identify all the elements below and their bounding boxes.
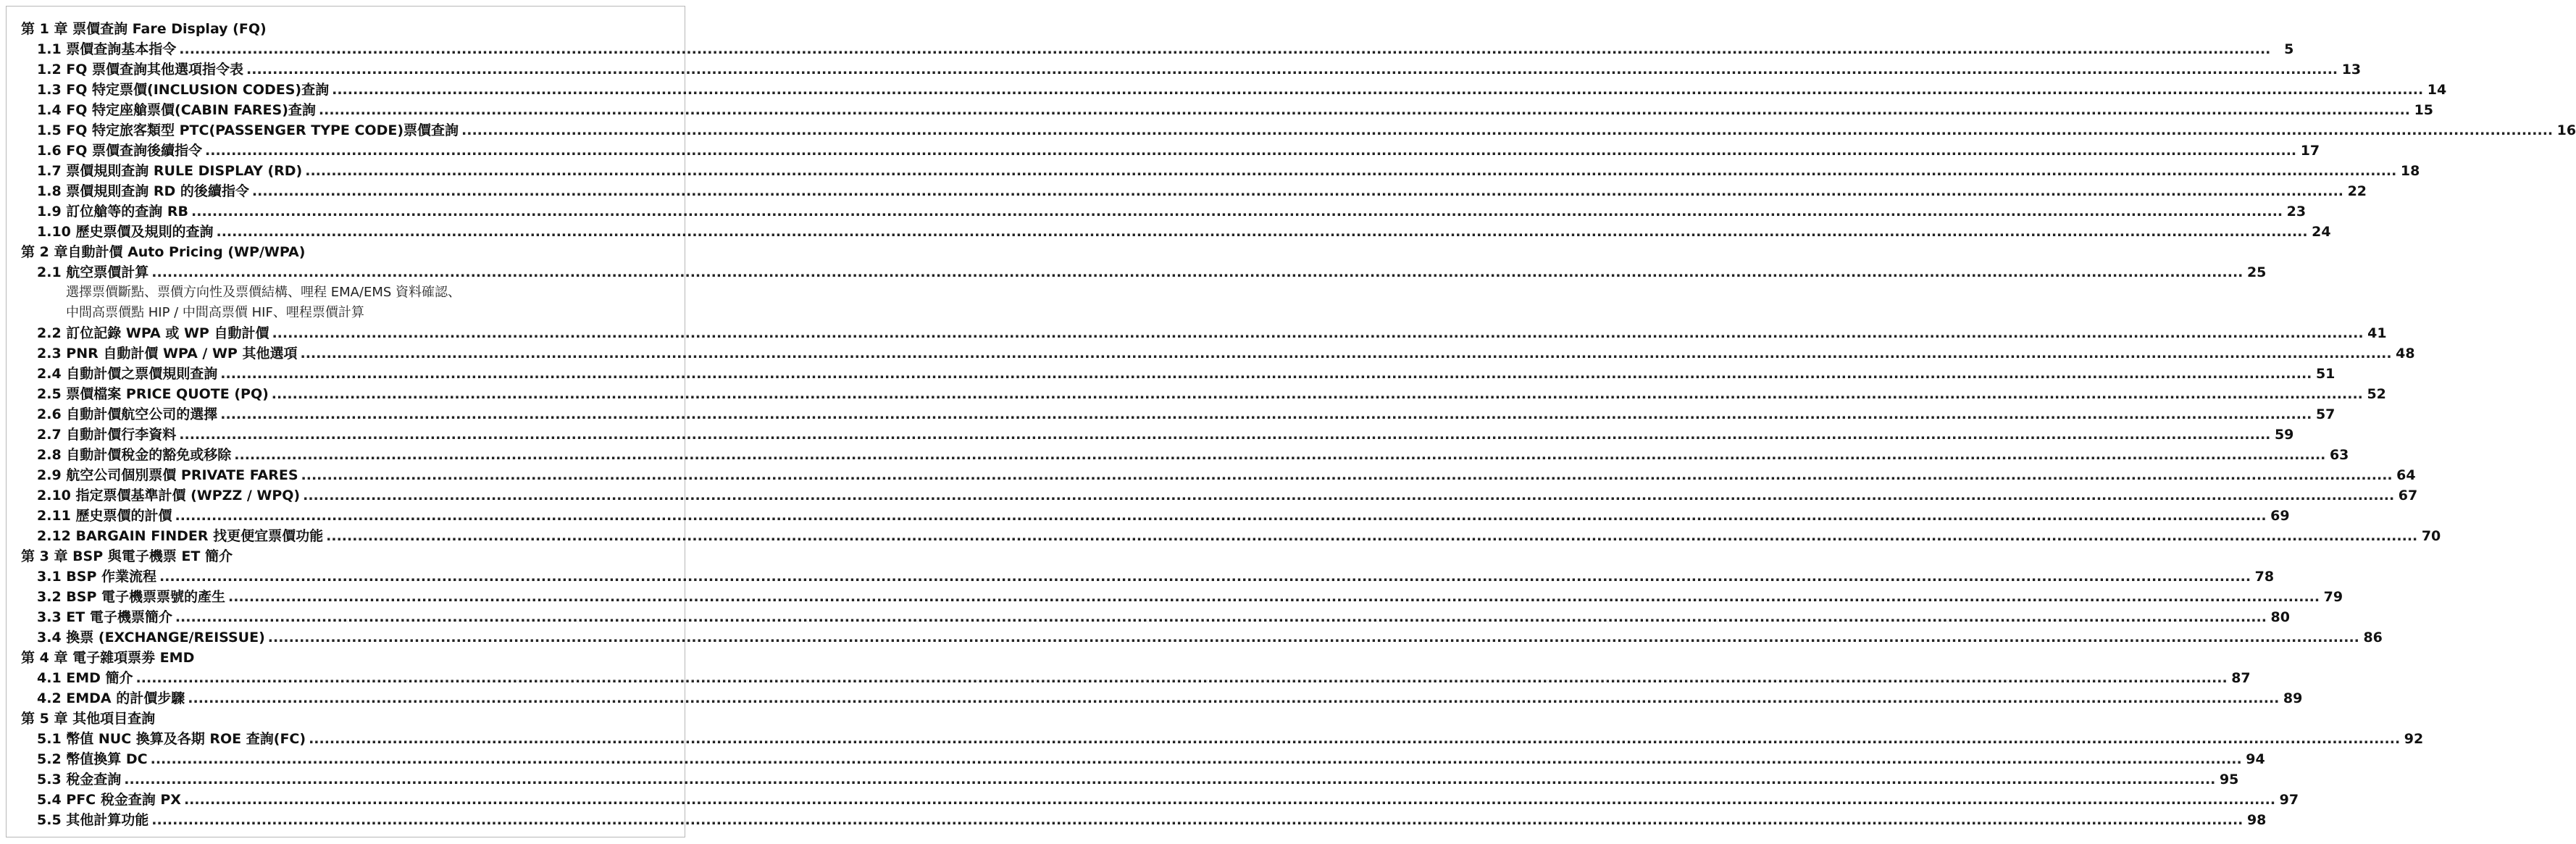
toc-entry[interactable]: [37, 384, 2386, 404]
toc-entry[interactable]: [37, 323, 2387, 343]
toc-entry[interactable]: [37, 810, 2267, 830]
page-number: 63: [2329, 447, 2349, 463]
toc-entry[interactable]: [37, 80, 2447, 100]
dot-leader: ................................................................................................................................................................................................................................................................................................................................................................................................................: [179, 41, 2271, 57]
page-number: 67: [2398, 488, 2418, 504]
entry-title: 4.2 EMDA 的計價步驟: [37, 690, 185, 706]
entry-title: 1.5 FQ 特定旅客類型 PTC(PASSENGER TYPE CODE)票價查詢: [37, 122, 459, 138]
toc-entry[interactable]: [37, 364, 2335, 384]
chapter-heading: 第 5 章 其他項目查詢: [21, 711, 156, 727]
dot-leader: ................................................................................................................................................................................................................................................................................................................................................................................................................: [188, 690, 2280, 706]
page-number: 79: [2323, 589, 2343, 605]
dot-leader: ................................................................................................................................................................................................................................................................................................................................................................................................................: [175, 508, 2267, 524]
entry-title: 5.3 稅金查詢: [37, 772, 122, 787]
dot-leader: ................................................................................................................................................................................................................................................................................................................................................................................................................: [151, 812, 2243, 828]
page-number: 14: [2427, 82, 2447, 98]
entry-title: 2.10 指定票價基準計價 (WPZZ / WPQ): [37, 488, 301, 504]
toc-entry[interactable]: [37, 587, 2343, 607]
page-number: 97: [2279, 792, 2299, 808]
chapter-heading: 第 3 章 BSP 與電子機票 ET 簡介: [21, 548, 233, 564]
chapter-heading: 第 4 章 電子雜項票劵 EMD: [21, 650, 195, 666]
page-number: 94: [2246, 751, 2265, 767]
dot-leader: ................................................................................................................................................................................................................................................................................................................................................................................................................: [300, 346, 2392, 362]
toc-entry[interactable]: [37, 181, 2367, 201]
page-number: 57: [2315, 406, 2335, 422]
page-number: 87: [2231, 670, 2251, 686]
page-number: 15: [2414, 102, 2434, 118]
dot-leader: ................................................................................................................................................................................................................................................................................................................................................................................................................: [220, 406, 2312, 422]
toc-entry[interactable]: [37, 39, 2294, 59]
entry-title: 1.2 FQ 票價查詢其他選項指令表: [37, 62, 244, 78]
entry-title: 2.1 航空票價計算: [37, 264, 149, 280]
toc-entry[interactable]: [37, 201, 2307, 222]
toc-entry[interactable]: [37, 567, 2275, 587]
dot-leader: ................................................................................................................................................................................................................................................................................................................................................................................................................: [183, 792, 2276, 808]
page-number: 23: [2286, 204, 2307, 220]
toc-entry[interactable]: [37, 627, 2383, 648]
entry-title: 2.9 航空公司個別票價 PRIVATE FARES: [37, 467, 298, 483]
entry-title: 4.1 EMD 簡介: [37, 670, 133, 686]
entry-title: 5.2 幣值換算 DC: [37, 751, 148, 767]
entry-title: 1.9 訂位艙等的查詢 RB: [37, 204, 189, 220]
dot-leader: ................................................................................................................................................................................................................................................................................................................................................................................................................: [326, 528, 2418, 544]
dot-leader: ................................................................................................................................................................................................................................................................................................................................................................................................................: [205, 143, 2297, 159]
dot-leader: ................................................................................................................................................................................................................................................................................................................................................................................................................: [150, 751, 2242, 767]
entry-title: 2.6 自動計價航空公司的選擇: [37, 406, 218, 422]
toc-entry[interactable]: [37, 141, 2320, 161]
entry-title: 5.4 PFC 稅金查詢 PX: [37, 792, 181, 808]
entry-title: 1.6 FQ 票價查詢後續指令: [37, 143, 203, 159]
page-number: 24: [2312, 224, 2331, 240]
entry-title: 3.2 BSP 電子機票票號的產生: [37, 589, 225, 605]
page-number: 92: [2404, 731, 2424, 747]
page-number: 48: [2396, 346, 2415, 362]
dot-leader: ................................................................................................................................................................................................................................................................................................................................................................................................................: [179, 427, 2271, 443]
dot-leader: ................................................................................................................................................................................................................................................................................................................................................................................................................: [246, 62, 2338, 78]
page-number: 5: [2284, 41, 2294, 57]
entry-title: 2.11 歷史票價的計價: [37, 508, 172, 524]
toc-entry[interactable]: [37, 100, 2434, 120]
page-number: 80: [2270, 609, 2290, 625]
page-number: 69: [2270, 508, 2290, 524]
chapter-heading: 第 2 章自動計價 Auto Pricing (WP/WPA): [21, 244, 306, 260]
dot-leader: ................................................................................................................................................................................................................................................................................................................................................................................................................: [305, 163, 2397, 179]
entry-title: 3.1 BSP 作業流程: [37, 569, 156, 585]
entry-title: 3.4 換票 (EXCHANGE/REISSUE): [37, 630, 265, 645]
dot-leader: ................................................................................................................................................................................................................................................................................................................................................................................................................: [151, 264, 2243, 280]
page-number: 52: [2367, 386, 2386, 402]
toc-entry[interactable]: [37, 485, 2418, 506]
chapter-heading: 第 1 章 票價查詢 Fare Display (FQ): [21, 21, 267, 37]
page-number: 17: [2300, 143, 2320, 159]
toc-entry[interactable]: [37, 526, 2441, 546]
dot-leader: ................................................................................................................................................................................................................................................................................................................................................................................................................: [301, 467, 2393, 483]
page-number: 51: [2315, 366, 2335, 382]
entry-title: 1.3 FQ 特定票價(INCLUSION CODES)查詢: [37, 82, 330, 98]
dot-leader: ................................................................................................................................................................................................................................................................................................................................................................................................................: [309, 731, 2401, 747]
toc-entry[interactable]: [37, 59, 2362, 80]
toc-entry[interactable]: [37, 506, 2290, 526]
dot-leader: ................................................................................................................................................................................................................................................................................................................................................................................................................: [159, 569, 2251, 585]
section-note: 中間高票價點 HIP / 中間高票價 HIF、哩程票價計算: [66, 305, 364, 320]
page-number: 89: [2283, 690, 2303, 706]
toc-entry[interactable]: [37, 222, 2331, 242]
toc-entry[interactable]: [37, 343, 2415, 364]
page-number: 98: [2246, 812, 2267, 828]
entry-title: 1.7 票價規則查詢 RULE DISPLAY (RD): [37, 163, 303, 179]
entry-title: 2.4 自動計價之票價規則查詢: [37, 366, 218, 382]
dot-leader: ................................................................................................................................................................................................................................................................................................................................................................................................................: [124, 772, 2216, 787]
page-number: 95: [2219, 772, 2239, 787]
dot-leader: ................................................................................................................................................................................................................................................................................................................................................................................................................: [135, 670, 2228, 686]
entry-title: 3.3 ET 電子機票簡介: [37, 609, 172, 625]
toc-entry[interactable]: [37, 120, 2576, 141]
dot-leader: ................................................................................................................................................................................................................................................................................................................................................................................................................: [234, 447, 2326, 463]
page-number: 59: [2274, 427, 2294, 443]
page-number: 64: [2396, 467, 2416, 483]
entry-title: 2.7 自動計價行李資料: [37, 427, 177, 443]
dot-leader: ................................................................................................................................................................................................................................................................................................................................................................................................................: [216, 224, 2308, 240]
dot-leader: ................................................................................................................................................................................................................................................................................................................................................................................................................: [267, 630, 2359, 645]
toc-entry[interactable]: [37, 729, 2424, 749]
entry-title: 1.8 票價規則查詢 RD 的後續指令: [37, 183, 249, 199]
entry-title: 5.5 其他計算功能: [37, 812, 149, 828]
toc-entry[interactable]: [37, 668, 2251, 688]
dot-leader: ................................................................................................................................................................................................................................................................................................................................................................................................................: [332, 82, 2424, 98]
dot-leader: ................................................................................................................................................................................................................................................................................................................................................................................................................: [272, 325, 2364, 341]
entry-title: 2.5 票價檔案 PRICE QUOTE (PQ): [37, 386, 269, 402]
dot-leader: ................................................................................................................................................................................................................................................................................................................................................................................................................: [251, 183, 2344, 199]
toc-entry[interactable]: [37, 445, 2349, 465]
page-number: 25: [2246, 264, 2267, 280]
toc-entry[interactable]: [37, 404, 2335, 425]
page-number: 86: [2363, 630, 2383, 645]
page-number: 22: [2347, 183, 2367, 199]
entry-title: 2.2 訂位記錄 WPA 或 WP 自動計價: [37, 325, 269, 341]
page-number: 16: [2556, 122, 2576, 138]
toc-entry[interactable]: [37, 425, 2294, 445]
section-note: 選擇票價斷點、票價方向性及票價結構、哩程 EMA/EMS 資料確認、: [66, 285, 461, 300]
dot-leader: ................................................................................................................................................................................................................................................................................................................................................................................................................: [318, 102, 2411, 118]
dot-leader: ................................................................................................................................................................................................................................................................................................................................................................................................................: [220, 366, 2312, 382]
page-number: 70: [2421, 528, 2441, 544]
page-number: 41: [2367, 325, 2387, 341]
dot-leader: ................................................................................................................................................................................................................................................................................................................................................................................................................: [191, 204, 2283, 220]
toc-entry[interactable]: [37, 161, 2420, 181]
toc-entry[interactable]: [37, 607, 2290, 627]
toc-entry[interactable]: [37, 262, 2267, 283]
entry-title: 1.4 FQ 特定座艙票價(CABIN FARES)查詢: [37, 102, 316, 118]
toc-entry[interactable]: [37, 465, 2416, 485]
dot-leader: ................................................................................................................................................................................................................................................................................................................................................................................................................: [303, 488, 2395, 504]
entry-title: 5.1 幣值 NUC 換算及各期 ROE 查詢(FC): [37, 731, 306, 747]
entry-title: 1.10 歷史票價及規則的查詢: [37, 224, 214, 240]
dot-leader: ................................................................................................................................................................................................................................................................................................................................................................................................................: [227, 589, 2320, 605]
toc-entry[interactable]: [37, 688, 2303, 709]
page-number: 18: [2400, 163, 2420, 179]
entry-title: 2.3 PNR 自動計價 WPA / WP 其他選項: [37, 346, 298, 362]
dot-leader: ................................................................................................................................................................................................................................................................................................................................................................................................................: [461, 122, 2554, 138]
entry-title: 1.1 票價查詢基本指令: [37, 41, 177, 57]
page-number: 78: [2254, 569, 2275, 585]
entry-title: 2.12 BARGAIN FINDER 找更便宜票價功能: [37, 528, 324, 544]
dot-leader: ................................................................................................................................................................................................................................................................................................................................................................................................................: [175, 609, 2267, 625]
dot-leader: ................................................................................................................................................................................................................................................................................................................................................................................................................: [271, 386, 2363, 402]
toc-entry[interactable]: [37, 749, 2265, 769]
entry-title: 2.8 自動計價稅金的豁免或移除: [37, 447, 232, 463]
toc-entry[interactable]: [37, 769, 2239, 790]
toc-entry[interactable]: [37, 790, 2299, 810]
page-number: 13: [2341, 62, 2362, 78]
